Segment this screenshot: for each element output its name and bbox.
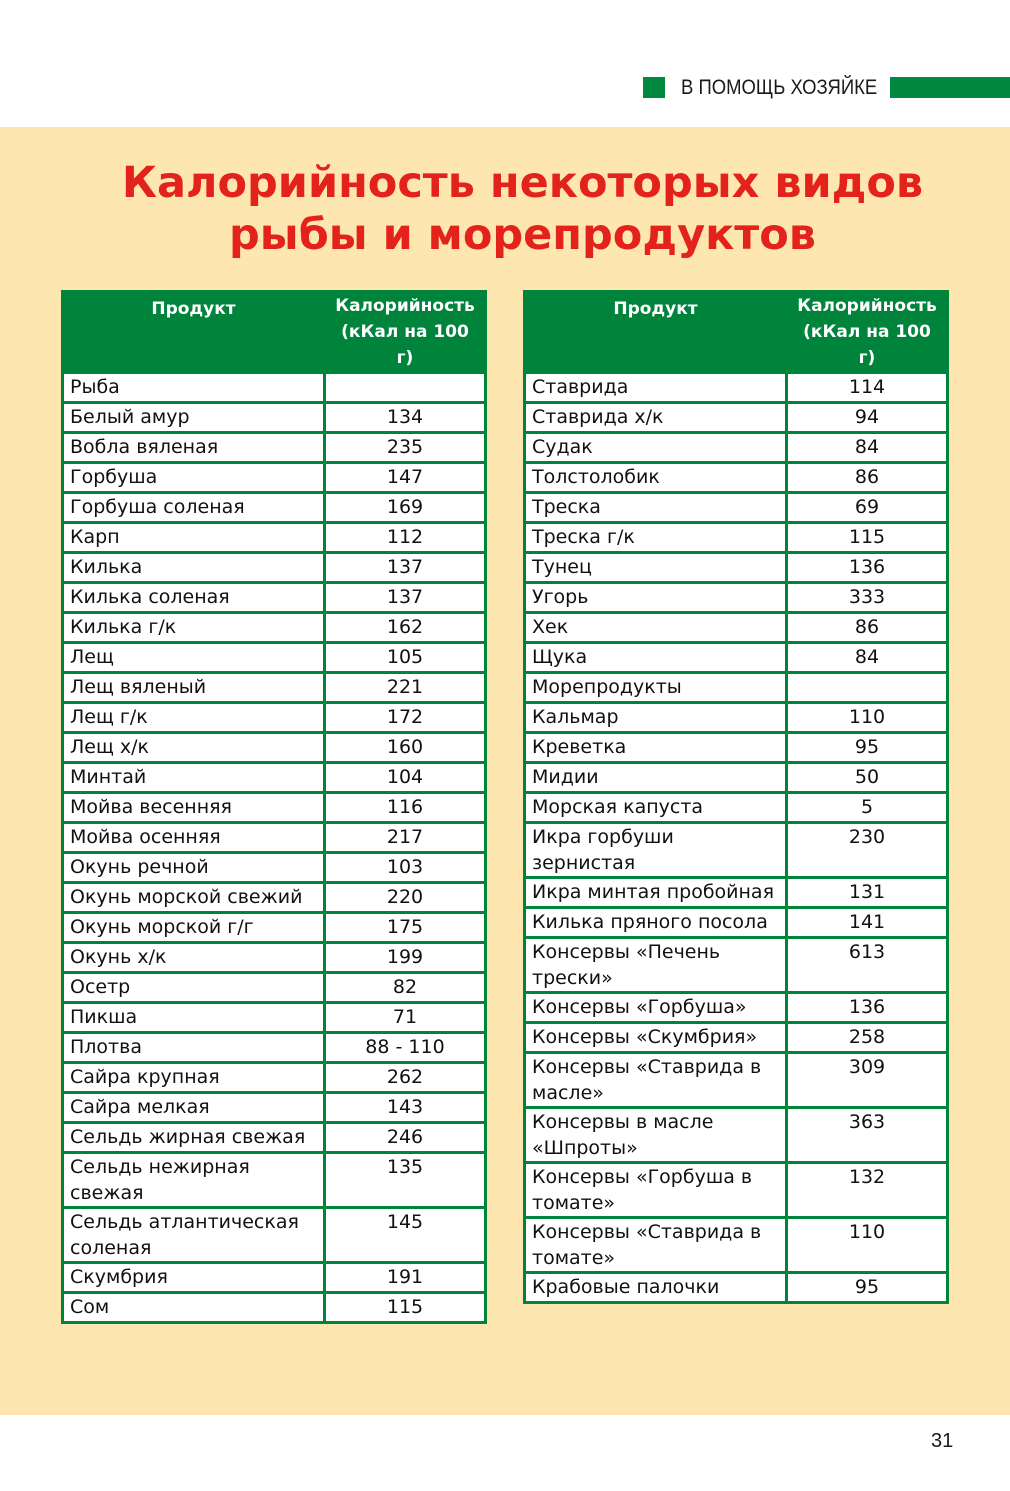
table-row — [525, 1273, 948, 1303]
product-name-cell: Консервы «Ставрида в масле» — [525, 1053, 787, 1108]
table-row — [525, 553, 948, 583]
product-name-cell: Икра минтая пробойная — [525, 878, 787, 908]
table-row — [525, 763, 948, 793]
column-header-calories-line2: (кКал на 100 г) — [341, 322, 469, 368]
product-name-cell: Мойва весенняя — [63, 793, 325, 823]
product-name-cell: Окунь морской г/г — [63, 913, 325, 943]
product-name-cell: Плотва — [63, 1033, 325, 1063]
calorie-value-cell: 137 — [325, 583, 486, 613]
product-name-cell: Осетр — [63, 973, 325, 1003]
table-row — [63, 583, 486, 613]
calorie-value-cell: 333 — [787, 583, 948, 613]
calorie-value-cell: 134 — [325, 403, 486, 433]
product-name-cell: Вобла вяленая — [63, 433, 325, 463]
table-row — [525, 433, 948, 463]
calorie-value-cell: 95 — [787, 733, 948, 763]
calorie-value-cell: 94 — [787, 403, 948, 433]
calorie-value-cell: 221 — [325, 673, 486, 703]
table-row — [525, 1218, 948, 1273]
product-name-cell: Икра горбуши зернистая — [525, 823, 787, 878]
calorie-value-cell: 132 — [787, 1163, 948, 1218]
product-name-cell: Мидии — [525, 763, 787, 793]
calorie-value-cell: 246 — [325, 1123, 486, 1153]
table-row — [63, 673, 486, 703]
product-name-cell: Мойва осенняя — [63, 823, 325, 853]
calorie-table-right — [523, 290, 949, 1304]
product-name-cell: Лещ г/к — [63, 703, 325, 733]
title-line-1: Калорийность некоторых видов — [121, 158, 924, 208]
product-name-cell: Окунь х/к — [63, 943, 325, 973]
table-row — [525, 403, 948, 433]
table-row — [63, 493, 486, 523]
calorie-value-cell: 112 — [325, 523, 486, 553]
section-marker-square — [643, 77, 665, 98]
table-row — [63, 1093, 486, 1123]
calorie-value-cell: 136 — [787, 993, 948, 1023]
calorie-value-cell: 103 — [325, 853, 486, 883]
product-name-cell: Угорь — [525, 583, 787, 613]
calorie-value-cell: 115 — [325, 1293, 486, 1323]
column-header-product: Продукт — [525, 292, 787, 373]
calorie-value-cell: 131 — [787, 878, 948, 908]
table-row — [63, 643, 486, 673]
column-header-calories-line1: Калорийность — [335, 296, 475, 316]
calorie-value-cell: 135 — [325, 1153, 486, 1208]
product-name-cell: Консервы «Скумбрия» — [525, 1023, 787, 1053]
product-name-cell: Горбуша — [63, 463, 325, 493]
page-number: 31 — [931, 1430, 954, 1452]
calorie-value-cell: 235 — [325, 433, 486, 463]
product-name-cell: Морепродукты — [525, 673, 787, 703]
product-name-cell: Рыба — [63, 373, 325, 403]
calorie-value-cell: 116 — [325, 793, 486, 823]
product-name-cell: Минтай — [63, 763, 325, 793]
table-row — [525, 463, 948, 493]
calorie-value-cell: 169 — [325, 493, 486, 523]
product-name-cell: Килька г/к — [63, 613, 325, 643]
calorie-value-cell: 136 — [787, 553, 948, 583]
calorie-table-left — [61, 290, 487, 1324]
column-header-calories-line2: (кКал на 100 г) — [803, 322, 931, 368]
product-name-cell: Лещ вяленый — [63, 673, 325, 703]
calorie-value-cell: 86 — [787, 463, 948, 493]
table-row — [525, 823, 948, 878]
calorie-value-cell: 175 — [325, 913, 486, 943]
product-name-cell: Сельдь нежирная свежая — [63, 1153, 325, 1208]
table-row — [63, 853, 486, 883]
product-name-cell: Лещ х/к — [63, 733, 325, 763]
product-name-cell: Ставрида — [525, 373, 787, 403]
table-row — [525, 673, 948, 703]
product-name-cell: Консервы в масле «Шпроты» — [525, 1108, 787, 1163]
calorie-value-cell: 143 — [325, 1093, 486, 1123]
table-row — [63, 523, 486, 553]
table-row — [63, 823, 486, 853]
calorie-value-cell: 160 — [325, 733, 486, 763]
table-row — [525, 613, 948, 643]
product-name-cell: Сом — [63, 1293, 325, 1323]
calorie-value-cell: 69 — [787, 493, 948, 523]
section-marker-bar — [890, 77, 1010, 98]
calorie-value-cell: 115 — [787, 523, 948, 553]
product-name-cell: Треска г/к — [525, 523, 787, 553]
table-row — [63, 793, 486, 823]
table-row — [525, 793, 948, 823]
table-row — [63, 1153, 486, 1208]
column-header-calories — [325, 292, 486, 373]
calorie-value-cell: 230 — [787, 823, 948, 878]
table-row — [63, 763, 486, 793]
table-row — [63, 553, 486, 583]
product-name-cell: Ставрида х/к — [525, 403, 787, 433]
calorie-value-cell: 217 — [325, 823, 486, 853]
product-name-cell: Тунец — [525, 553, 787, 583]
table-row — [63, 703, 486, 733]
table-row — [525, 878, 948, 908]
calorie-value-cell: 71 — [325, 1003, 486, 1033]
calorie-value-cell: 145 — [325, 1208, 486, 1263]
calorie-value-cell: 613 — [787, 938, 948, 993]
section-header — [0, 74, 1010, 102]
calorie-value-cell: 50 — [787, 763, 948, 793]
calorie-value-cell: 137 — [325, 553, 486, 583]
table-row — [63, 1033, 486, 1063]
product-name-cell: Морская капуста — [525, 793, 787, 823]
table-row — [525, 908, 948, 938]
product-name-cell: Килька соленая — [63, 583, 325, 613]
table-row — [63, 1208, 486, 1263]
table-row — [63, 373, 486, 403]
column-header-calories — [787, 292, 948, 373]
section-label: В ПОМОЩЬ ХОЗЯЙКЕ — [681, 76, 878, 99]
calorie-value-cell — [325, 373, 486, 403]
column-header-product: Продукт — [63, 292, 325, 373]
table-row — [525, 993, 948, 1023]
table-row — [63, 943, 486, 973]
table-row — [525, 703, 948, 733]
table-row — [63, 1263, 486, 1293]
product-name-cell: Скумбрия — [63, 1263, 325, 1293]
calorie-value-cell: 88 - 110 — [325, 1033, 486, 1063]
product-name-cell: Толстолобик — [525, 463, 787, 493]
product-name-cell: Щука — [525, 643, 787, 673]
title-line-2: рыбы и морепродуктов — [229, 210, 816, 260]
calorie-value-cell: 110 — [787, 1218, 948, 1273]
product-name-cell: Консервы «Ставрида в томате» — [525, 1218, 787, 1273]
table-row — [525, 938, 948, 993]
calorie-value-cell: 84 — [787, 433, 948, 463]
product-name-cell: Окунь речной — [63, 853, 325, 883]
product-name-cell: Крабовые палочки — [525, 1273, 787, 1303]
calorie-value-cell: 220 — [325, 883, 486, 913]
calorie-value-cell: 363 — [787, 1108, 948, 1163]
calorie-value-cell: 191 — [325, 1263, 486, 1293]
table-row — [525, 643, 948, 673]
calorie-value-cell: 86 — [787, 613, 948, 643]
product-name-cell: Консервы «Печень трески» — [525, 938, 787, 993]
calorie-value-cell: 5 — [787, 793, 948, 823]
calorie-value-cell: 84 — [787, 643, 948, 673]
calorie-value-cell: 147 — [325, 463, 486, 493]
product-name-cell: Килька — [63, 553, 325, 583]
product-name-cell: Консервы «Горбуша» — [525, 993, 787, 1023]
table-row — [63, 403, 486, 433]
product-name-cell: Горбуша соленая — [63, 493, 325, 523]
table-header-row — [63, 292, 486, 373]
calorie-value-cell: 309 — [787, 1053, 948, 1108]
product-name-cell: Креветка — [525, 733, 787, 763]
table-row — [525, 1053, 948, 1108]
page-title — [0, 157, 1010, 261]
product-name-cell: Судак — [525, 433, 787, 463]
product-name-cell: Сельдь атлантическая соленая — [63, 1208, 325, 1263]
table-row — [63, 883, 486, 913]
calorie-value-cell: 95 — [787, 1273, 948, 1303]
product-name-cell: Сайра мелкая — [63, 1093, 325, 1123]
table-row — [525, 493, 948, 523]
calorie-value-cell: 114 — [787, 373, 948, 403]
calorie-value-cell: 104 — [325, 763, 486, 793]
table-row — [525, 373, 948, 403]
product-name-cell: Треска — [525, 493, 787, 523]
product-name-cell: Кальмар — [525, 703, 787, 733]
table-row — [63, 463, 486, 493]
product-name-cell: Окунь морской свежий — [63, 883, 325, 913]
table-row — [63, 1293, 486, 1323]
product-name-cell: Хек — [525, 613, 787, 643]
table-row — [525, 733, 948, 763]
table-row — [63, 733, 486, 763]
table-row — [63, 613, 486, 643]
product-name-cell: Сельдь жирная свежая — [63, 1123, 325, 1153]
calorie-value-cell: 199 — [325, 943, 486, 973]
product-name-cell: Лещ — [63, 643, 325, 673]
product-name-cell: Сайра крупная — [63, 1063, 325, 1093]
table-row — [63, 973, 486, 1003]
product-name-cell: Килька пряного посола — [525, 908, 787, 938]
calorie-value-cell: 141 — [787, 908, 948, 938]
table-row — [63, 1063, 486, 1093]
calorie-value-cell: 105 — [325, 643, 486, 673]
table-row — [63, 1123, 486, 1153]
table-header-row — [525, 292, 948, 373]
product-name-cell: Консервы «Горбуша в томате» — [525, 1163, 787, 1218]
product-name-cell: Карп — [63, 523, 325, 553]
table-row — [525, 1023, 948, 1053]
calorie-value-cell: 110 — [787, 703, 948, 733]
product-name-cell: Белый амур — [63, 403, 325, 433]
table-row — [63, 433, 486, 463]
table-row — [63, 913, 486, 943]
calorie-value-cell: 172 — [325, 703, 486, 733]
calorie-value-cell: 162 — [325, 613, 486, 643]
calorie-value-cell — [787, 673, 948, 703]
calorie-value-cell: 262 — [325, 1063, 486, 1093]
column-header-calories-line1: Калорийность — [797, 296, 937, 316]
table-row — [525, 583, 948, 613]
calorie-value-cell: 258 — [787, 1023, 948, 1053]
calorie-value-cell: 82 — [325, 973, 486, 1003]
product-name-cell: Пикша — [63, 1003, 325, 1033]
table-row — [525, 1108, 948, 1163]
table-row — [525, 523, 948, 553]
table-row — [525, 1163, 948, 1218]
table-row — [63, 1003, 486, 1033]
